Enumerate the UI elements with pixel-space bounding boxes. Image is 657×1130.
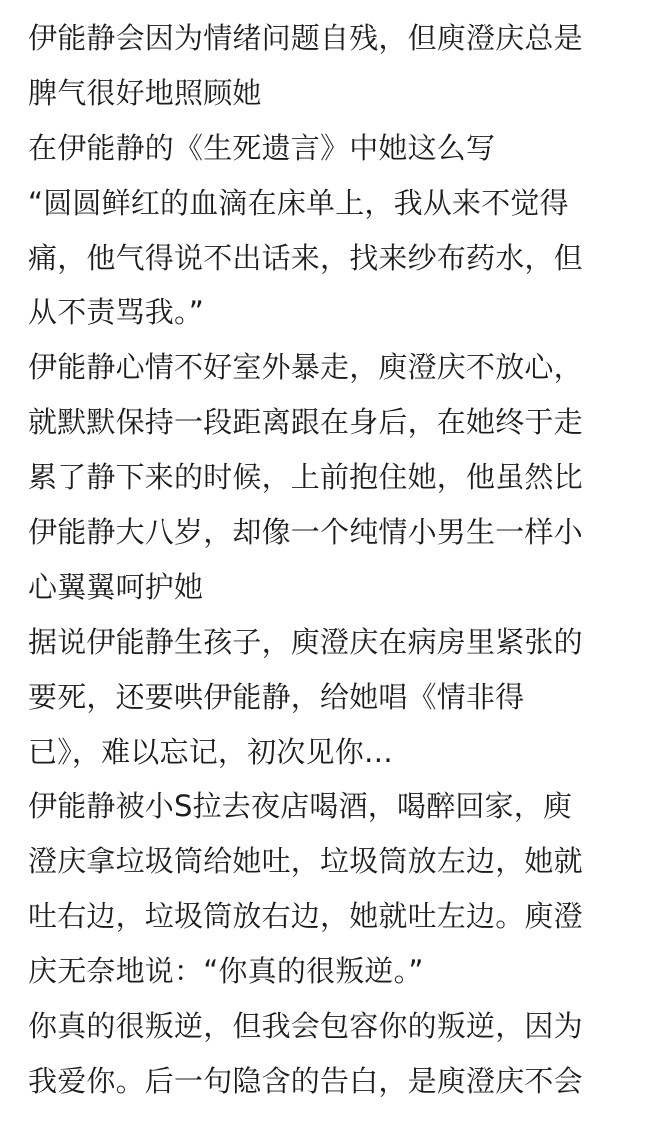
text-line: 据说伊能静生孩子，庾澄庆在病房里紧张的 [28, 624, 583, 659]
text-line: 要死，还要哄伊能静，给她唱《情非得 [28, 679, 525, 714]
text-line: 累了静下来的时候，上前抱住她，他虽然比 [28, 460, 583, 495]
text-line: 心翼翼呵护她 [28, 569, 204, 604]
text-line: 在伊能静的《生死遗言》中她这么写 [28, 130, 496, 165]
text-line: 脾气很好地照顾她 [28, 75, 262, 110]
text-line: 从不责骂我。” [28, 295, 204, 330]
text-line: 已》，难以忘记，初次见你… [28, 734, 394, 769]
text-line: 就默默保持一段距离跟在身后，在她终于走 [28, 405, 583, 440]
text-line: 痛，他气得说不出话来，找来纱布药水，但 [28, 240, 583, 275]
text-line: 伊能静被小S拉去夜店喝酒，喝醉回家，庾 [28, 789, 573, 824]
text-line: 庆无奈地说：“你真的很叛逆。” [28, 954, 424, 989]
text-line: 你真的很叛逆，但我会包容你的叛逆，因为 [28, 1009, 583, 1044]
text-line: 澄庆拿垃圾筒给她吐，垃圾筒放左边，她就 [28, 844, 583, 879]
text-line: “圆圆鲜红的血滴在床单上，我从来不觉得 [28, 185, 569, 220]
text-line: 伊能静大八岁，却像一个纯情小男生一样小 [28, 515, 583, 550]
text-line: 我爱你。后一句隐含的告白，是庾澄庆不会 [28, 1063, 583, 1098]
article-text [28, 0, 643, 1109]
text-line: 伊能静会因为情绪问题自残，但庾澄庆总是 [28, 21, 583, 55]
text-line: 吐右边，垃圾筒放右边，她就吐左边。庾澄 [28, 899, 583, 934]
text-line: 伊能静心情不好室外暴走，庾澄庆不放心， [28, 350, 583, 385]
